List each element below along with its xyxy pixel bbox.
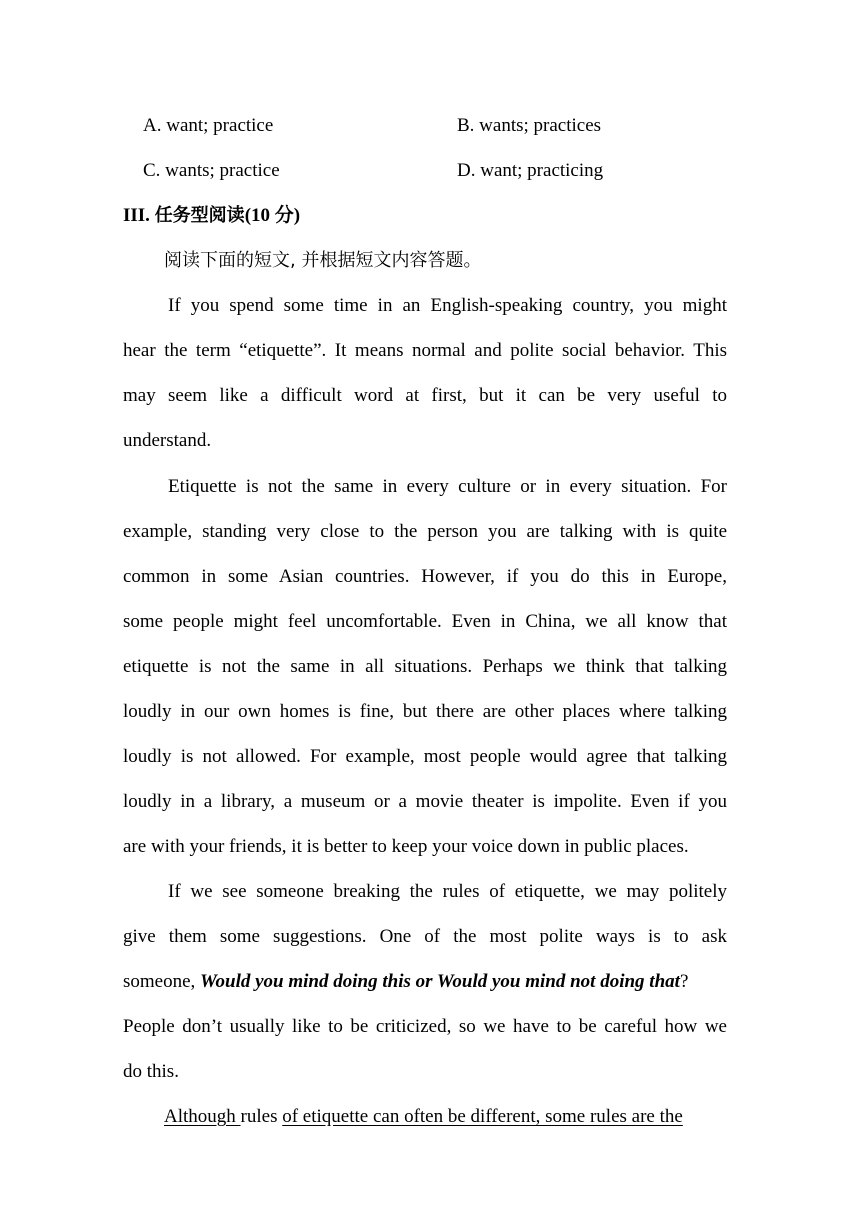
p2-line-8: loudly in a library, a museum or a movie theater is impolite. Even if you [123,791,727,812]
p1-line-4: understand. [123,430,212,451]
underlined-although: Although [164,1106,241,1127]
p4-rules: rules [240,1106,283,1127]
p2-line-1: Etiquette is not the same in every culture or in every situation. For [168,476,727,497]
section-title: 任务型阅读 [154,205,245,226]
p1-line-3: may seem like a difficult word at first, but it can be very useful to [123,385,727,406]
p3-line-5: do this. [123,1061,179,1082]
p3-line-2: give them some suggestions. One of the most polite ways is to ask [123,926,727,947]
p3-line-1: If we see someone breaking the rules of etiquette, we may politely [168,881,727,902]
option-a: A. want; practice [143,115,274,136]
section-roman: III. [123,205,150,226]
option-c: C. wants; practice [143,160,280,181]
p1-line-1: If you spend some time in an English-speaking country, you might [168,295,727,316]
option-b: B. wants; practices [457,115,602,136]
p3-line-3-prefix: someone, [123,971,196,992]
p3-line-3-suffix: ? [679,971,689,992]
p2-line-3: common in some Asian countries. However, if you do this in Europe, [123,566,727,587]
section-score: (10 分) [244,205,301,226]
p2-line-9: are with your friends, it is better to keep your voice down in public places. [123,836,689,857]
p3-line-3 [123,969,727,995]
p2-line-5: etiquette is not the same in all situations. Perhaps we think that talking [123,656,727,677]
p4-line-1 [164,1104,683,1130]
question-phrase: Would you mind doing this or Would you mind not doing that [200,971,680,992]
p3-line-4: People don’t usually like to be criticized, so we have to be careful how we [123,1016,727,1037]
underlined-clause: of etiquette can often be different, some rules are the [282,1106,683,1127]
p2-line-6: loudly in our own homes is fine, but there are other places where talking [123,701,727,722]
instruction: 阅读下面的短文, 并根据短文内容答题。 [164,250,482,271]
p2-line-4: some people might feel uncomfortable. Even in China, we all know that [123,611,727,632]
option-d: D. want; practicing [457,160,604,181]
section-heading [123,203,300,229]
p1-line-2: hear the term “etiquette”. It means normal and polite social behavior. This [123,340,727,361]
p2-line-2: example, standing very close to the person you are talking with is quite [123,521,727,542]
p2-line-7: loudly is not allowed. For example, most people would agree that talking [123,746,727,767]
